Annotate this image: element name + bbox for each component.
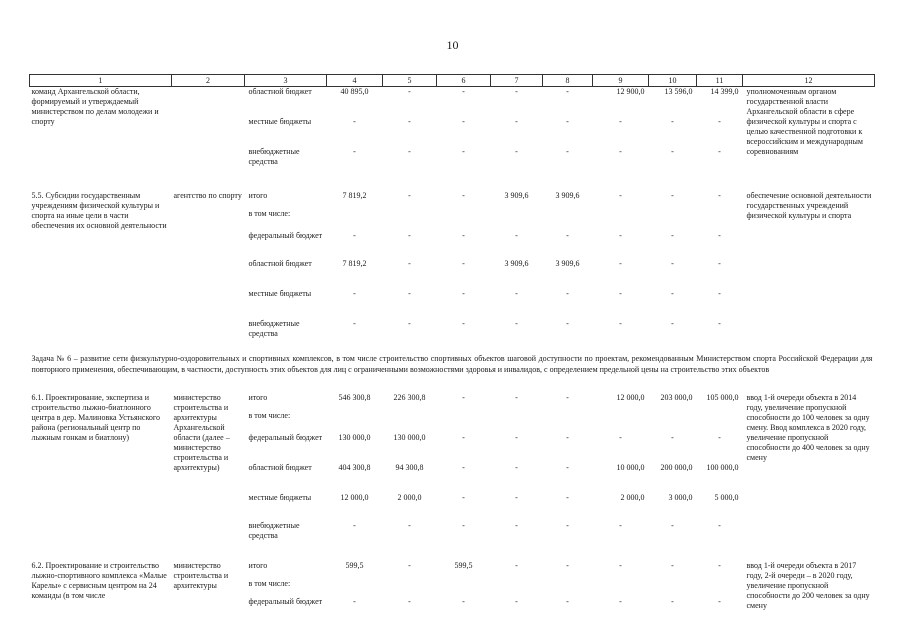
- amount-cell: [543, 209, 593, 231]
- responsible-executor: министерство строительства и архитектуры Архангельской области (далее – министерство строительства и архитектуры): [173, 392, 230, 472]
- amount-cell: -: [408, 560, 411, 570]
- amount-cell: -: [566, 432, 569, 442]
- amount-cell: -: [353, 288, 356, 298]
- col-header-6: 6: [437, 75, 491, 87]
- amount-cell: [697, 209, 743, 231]
- amount-cell: [649, 209, 697, 231]
- amount-cell: 3 909,6: [555, 258, 580, 268]
- amount-cell: -: [718, 596, 721, 606]
- col-header-8: 8: [543, 75, 593, 87]
- amount-cell: 404 300,8: [338, 462, 371, 472]
- amount-cell: -: [619, 288, 622, 298]
- measure-description: 6.2. Проектирование и строительство лыжно-спортивного комплекса «Малые Карелы» с сервисным центром на 24 команды (в том числе: [31, 560, 167, 600]
- amount-cell: -: [462, 392, 465, 402]
- amount-cell: -: [718, 560, 721, 570]
- amount-cell: -: [462, 492, 465, 502]
- amount-cell: -: [671, 596, 674, 606]
- task-6-row: [30, 345, 875, 381]
- funding-source: в том числе:: [248, 410, 291, 420]
- amount-cell: -: [718, 318, 721, 328]
- amount-cell: -: [408, 288, 411, 298]
- amount-cell: -: [566, 492, 569, 502]
- amount-cell: 100 000,0: [706, 462, 739, 472]
- amount-cell: -: [462, 288, 465, 298]
- funding-source: областной бюджет: [248, 87, 312, 96]
- amount-cell: -: [515, 392, 518, 402]
- amount-cell: 3 000,0: [668, 492, 693, 502]
- amount-cell: -: [619, 318, 622, 328]
- amount-cell: -: [515, 288, 518, 298]
- amount-cell: -: [408, 146, 411, 156]
- responsible-executor: [172, 87, 245, 179]
- amount-cell: -: [671, 116, 674, 126]
- col-header-7: 7: [491, 75, 543, 87]
- amount-cell: [437, 411, 491, 433]
- funding-source: внебюджетные средства: [248, 146, 300, 166]
- funding-source: федеральный бюджет: [248, 596, 323, 606]
- amount-cell: -: [408, 318, 411, 328]
- amount-cell: 7 819,2: [342, 258, 367, 268]
- measure-description: 5.5. Субсидии государственным учреждениям физической культуры и спорта на иные цели в части обеспечения их основной деятельности: [31, 190, 167, 230]
- amount-cell: -: [619, 190, 622, 200]
- amount-cell: [327, 411, 383, 433]
- amount-cell: -: [353, 318, 356, 328]
- amount-cell: [327, 579, 383, 597]
- amount-cell: -: [671, 190, 674, 200]
- amount-cell: -: [353, 116, 356, 126]
- col-header-2: 2: [172, 75, 245, 87]
- amount-cell: [437, 209, 491, 231]
- amount-cell: -: [718, 116, 721, 126]
- col-header-12: 12: [743, 75, 875, 87]
- budget-table: [29, 74, 875, 619]
- amount-cell: -: [462, 520, 465, 530]
- amount-cell: [327, 209, 383, 231]
- amount-cell: 599,5: [454, 560, 473, 570]
- amount-cell: 14 399,0: [710, 87, 739, 96]
- amount-cell: -: [408, 190, 411, 200]
- amount-cell: -: [566, 87, 569, 96]
- amount-cell: -: [619, 116, 622, 126]
- amount-cell: 12 000,0: [616, 392, 645, 402]
- page-number: 10: [446, 38, 459, 52]
- amount-cell: -: [515, 432, 518, 442]
- funding-source: в том числе:: [248, 578, 291, 588]
- amount-cell: [593, 579, 649, 597]
- table-row: [30, 87, 875, 117]
- amount-cell: -: [671, 432, 674, 442]
- amount-cell: 7 819,2: [342, 190, 367, 200]
- funding-source: федеральный бюджет: [248, 230, 323, 240]
- amount-cell: -: [619, 596, 622, 606]
- amount-cell: -: [408, 258, 411, 268]
- amount-cell: -: [619, 258, 622, 268]
- amount-cell: 3 909,6: [555, 190, 580, 200]
- funding-source: областной бюджет: [248, 258, 312, 268]
- amount-cell: [649, 411, 697, 433]
- amount-cell: 2 000,0: [620, 492, 645, 502]
- amount-cell: -: [462, 190, 465, 200]
- funding-source: итого: [248, 190, 268, 200]
- amount-cell: 12 000,0: [340, 492, 369, 502]
- expected-result: обеспечение основной деятельности государственных учреждений физической культуры и спорта: [746, 190, 872, 220]
- amount-cell: [491, 579, 543, 597]
- spacer-row: [30, 549, 875, 561]
- amount-cell: -: [619, 230, 622, 240]
- spacer-cell: [30, 549, 875, 561]
- amount-cell: 5 000,0: [714, 492, 739, 502]
- amount-cell: 226 300,8: [393, 392, 426, 402]
- amount-cell: -: [462, 596, 465, 606]
- amount-cell: -: [515, 87, 518, 96]
- measure-description: команд Архангельской области, формируемый и утверждаемый министерством по делам молодежи и спорту: [31, 87, 159, 126]
- column-numbers-row: [30, 75, 875, 87]
- amount-cell: -: [619, 432, 622, 442]
- task-6-text: Задача № 6 – развитие сети физкультурно-оздоровительных и спортивных комплексов, в том числе строительство спортивных объектов шаговой доступности по проектам, рекомендованным Министерством спорта Российской Федерации для повторного применения, обеспечивающим, в частности, доступность этих объектов для лиц с ограниченными возможностями здоровья и инвалидов, с определением предельной цены на строительство этих объектов: [31, 353, 873, 374]
- amount-cell: -: [718, 146, 721, 156]
- amount-cell: -: [718, 230, 721, 240]
- amount-cell: -: [671, 146, 674, 156]
- amount-cell: -: [718, 190, 721, 200]
- amount-cell: -: [718, 258, 721, 268]
- table-row: [30, 191, 875, 209]
- amount-cell: -: [566, 288, 569, 298]
- amount-cell: -: [566, 318, 569, 328]
- funding-source: итого: [248, 560, 268, 570]
- col-header-4: 4: [327, 75, 383, 87]
- amount-cell: -: [408, 596, 411, 606]
- amount-cell: [383, 579, 437, 597]
- amount-cell: 3 909,6: [504, 258, 529, 268]
- amount-cell: -: [619, 560, 622, 570]
- col-header-3: 3: [245, 75, 327, 87]
- amount-cell: -: [408, 230, 411, 240]
- amount-cell: -: [462, 318, 465, 328]
- amount-cell: -: [566, 392, 569, 402]
- amount-cell: -: [515, 318, 518, 328]
- funding-source: областной бюджет: [248, 462, 312, 472]
- col-header-11: 11: [697, 75, 743, 87]
- amount-cell: -: [462, 230, 465, 240]
- amount-cell: -: [566, 596, 569, 606]
- funding-source: итого: [248, 392, 268, 402]
- amount-cell: -: [718, 432, 721, 442]
- amount-cell: -: [462, 87, 465, 96]
- col-header-9: 9: [593, 75, 649, 87]
- amount-cell: -: [671, 318, 674, 328]
- amount-cell: -: [462, 432, 465, 442]
- amount-cell: 105 000,0: [706, 392, 739, 402]
- spacer-cell: [30, 179, 875, 191]
- amount-cell: -: [619, 520, 622, 530]
- amount-cell: [697, 411, 743, 433]
- amount-cell: [543, 411, 593, 433]
- amount-cell: [491, 209, 543, 231]
- responsible-executor: агентство по спорту: [173, 190, 242, 200]
- expected-result: уполномоченным органом государственной власти Архангельской области в сфере физической культуры и спорта с целью качественной подготовки к всероссийским и международным соревнованиям: [746, 87, 863, 156]
- amount-cell: -: [408, 116, 411, 126]
- amount-cell: -: [515, 146, 518, 156]
- amount-cell: [383, 209, 437, 231]
- funding-source: местные бюджеты: [248, 492, 312, 502]
- amount-cell: -: [462, 116, 465, 126]
- amount-cell: -: [408, 520, 411, 530]
- amount-cell: -: [462, 258, 465, 268]
- amount-cell: -: [566, 560, 569, 570]
- amount-cell: 10 000,0: [616, 462, 645, 472]
- amount-cell: -: [353, 596, 356, 606]
- amount-cell: -: [619, 146, 622, 156]
- amount-cell: -: [718, 520, 721, 530]
- col-header-5: 5: [383, 75, 437, 87]
- amount-cell: 130 000,0: [338, 432, 371, 442]
- amount-cell: 40 895,0: [340, 87, 369, 96]
- amount-cell: [383, 411, 437, 433]
- amount-cell: -: [671, 560, 674, 570]
- amount-cell: 13 596,0: [664, 87, 693, 96]
- col-header-1: 1: [30, 75, 172, 87]
- amount-cell: -: [566, 116, 569, 126]
- amount-cell: -: [515, 520, 518, 530]
- amount-cell: [437, 579, 491, 597]
- spacer-cell: [30, 381, 875, 393]
- amount-cell: -: [353, 520, 356, 530]
- amount-cell: [697, 579, 743, 597]
- amount-cell: [543, 579, 593, 597]
- amount-cell: -: [515, 116, 518, 126]
- amount-cell: [649, 579, 697, 597]
- amount-cell: -: [462, 462, 465, 472]
- amount-cell: -: [566, 230, 569, 240]
- amount-cell: -: [671, 520, 674, 530]
- amount-cell: -: [718, 288, 721, 298]
- amount-cell: 203 000,0: [660, 392, 693, 402]
- amount-cell: 3 909,6: [504, 190, 529, 200]
- measure-description: 6.1. Проектирование, экспертиза и строительство лыжно-биатлонного центра в дер. Малиновка Устьянского района (региональный центр по лыжным гонкам и биатлону): [31, 392, 161, 442]
- amount-cell: -: [515, 230, 518, 240]
- table-row: [30, 561, 875, 579]
- amount-cell: 2 000,0: [397, 492, 422, 502]
- amount-cell: -: [566, 146, 569, 156]
- funding-source: федеральный бюджет: [248, 432, 323, 442]
- amount-cell: -: [566, 462, 569, 472]
- amount-cell: -: [515, 492, 518, 502]
- amount-cell: -: [671, 230, 674, 240]
- amount-cell: -: [566, 520, 569, 530]
- expected-result: ввод 1-й очереди объекта в 2017 году, 2-й очереди – в 2020 году, увеличение пропускной способности до 200 человек за одну смену: [746, 560, 870, 610]
- amount-cell: -: [515, 462, 518, 472]
- amount-cell: 599,5: [345, 560, 364, 570]
- amount-cell: 12 900,0: [616, 87, 645, 96]
- amount-cell: -: [462, 146, 465, 156]
- amount-cell: -: [408, 87, 411, 96]
- amount-cell: 94 300,8: [395, 462, 424, 472]
- amount-cell: -: [671, 258, 674, 268]
- amount-cell: 200 000,0: [660, 462, 693, 472]
- funding-source: местные бюджеты: [248, 116, 312, 126]
- funding-source: в том числе:: [248, 208, 291, 218]
- amount-cell: 130 000,0: [393, 432, 426, 442]
- amount-cell: [491, 411, 543, 433]
- amount-cell: 546 300,8: [338, 392, 371, 402]
- funding-source: местные бюджеты: [248, 288, 312, 298]
- funding-source: внебюджетные средства: [248, 520, 300, 540]
- spacer-row: [30, 381, 875, 393]
- amount-cell: -: [515, 560, 518, 570]
- responsible-executor: министерство строительства и архитектуры: [173, 560, 229, 590]
- amount-cell: -: [353, 230, 356, 240]
- expected-result: ввод 1-й очереди объекта в 2014 году, увеличение пропускной способности до 100 человек за одну смену. Ввод комплекса в 2020 году, увеличение пропускной способности до 400 человек за одну смену: [746, 392, 870, 462]
- amount-cell: -: [353, 146, 356, 156]
- amount-cell: [593, 209, 649, 231]
- funding-source: внебюджетные средства: [248, 318, 300, 338]
- spacer-row: [30, 179, 875, 191]
- col-header-10: 10: [649, 75, 697, 87]
- amount-cell: [593, 411, 649, 433]
- amount-cell: -: [671, 288, 674, 298]
- table-row: [30, 393, 875, 411]
- amount-cell: -: [515, 596, 518, 606]
